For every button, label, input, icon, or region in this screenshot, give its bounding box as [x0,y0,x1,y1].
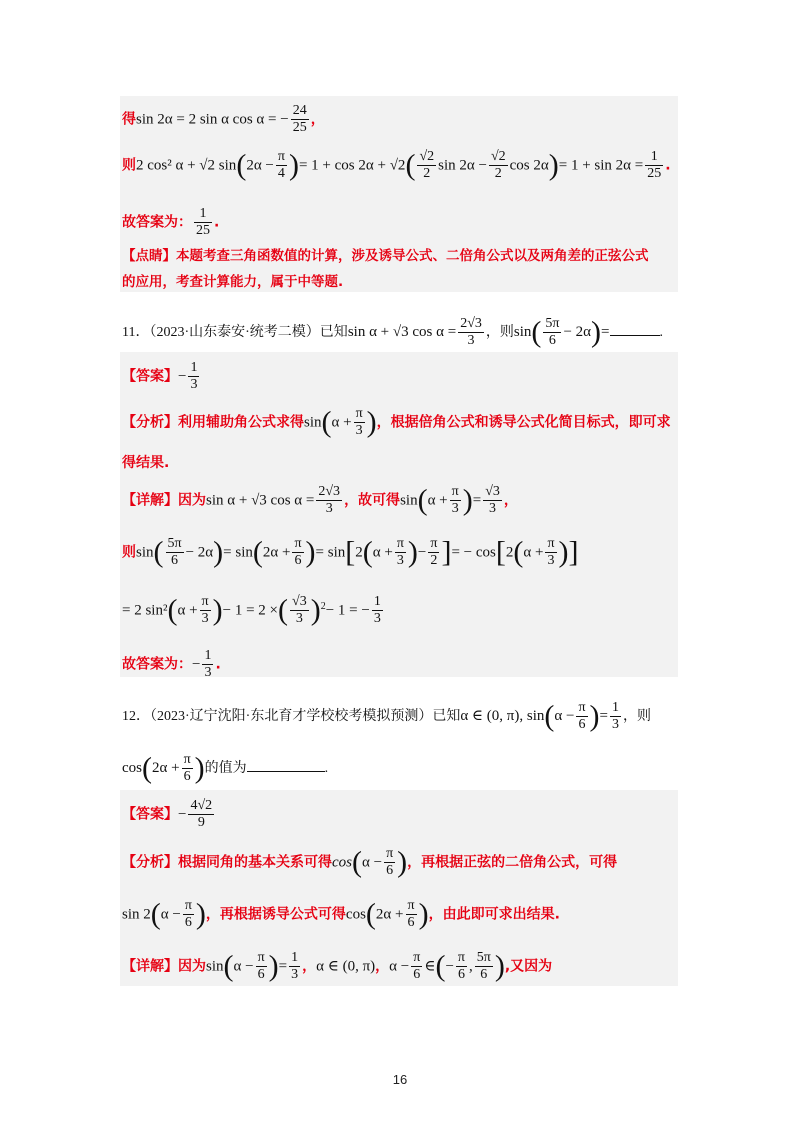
frac [428,536,439,569]
math: α − [389,958,410,975]
text: . [659,324,664,340]
text: . [214,214,220,231]
text: 故答案为： [122,656,192,673]
math: sin 2 [122,906,151,923]
frac [202,648,213,681]
text: . [665,157,671,174]
text: ， [310,111,325,128]
math: − 1 = − [325,602,370,619]
text: 【分析】利用辅助角公式求得 [122,414,304,431]
paren: ( [435,949,446,983]
frac [406,898,417,931]
math: sin [136,544,154,561]
math: α − [160,906,181,923]
paren: ( [153,535,164,569]
den: 9 [197,815,205,831]
den: 3 [295,611,303,627]
math: sin α + √3 cos α = [206,492,315,509]
paren: ( [278,593,289,627]
paren: ) [366,405,377,439]
text: . [215,656,221,673]
frac [188,360,199,393]
den: 2 [430,553,438,569]
question-source: （2023·辽宁沈阳·东北育才学校校考模拟预测）已知 [150,708,461,724]
page-number: 16 [392,1072,408,1087]
paren: ( [321,405,332,439]
answer-blank [610,323,660,336]
frac [372,594,383,627]
frac [182,752,193,785]
math: α ∈ (0, π), sin [460,707,545,724]
num: 1 [645,149,663,166]
den: 6 [294,553,302,569]
den: 6 [184,915,192,931]
math: − [178,806,187,823]
num: π [256,950,267,967]
frac [183,898,194,931]
paren: ) [494,949,505,983]
math: 2α + [375,906,404,923]
num: 4√2 [188,798,214,815]
math: sin 2α = 2 sin α cos α = − [136,111,289,128]
block1-line2 [122,149,671,182]
text: 则 [122,544,136,561]
num: √3 [483,484,502,501]
paren: ( [362,535,373,569]
text: 【分析】根据同角的基本关系可得 [122,854,332,871]
block3-analysis-2 [122,898,560,931]
den: 4 [277,166,285,182]
num: 1 [188,360,199,377]
frac [354,406,365,439]
math: − 1 = 2 × [222,602,279,619]
math: α + [331,414,352,431]
den: 6 [578,717,586,733]
math: α + [177,602,198,619]
math: sin 2α − [438,157,487,174]
den: 25 [196,223,210,239]
text: ，根据倍角公式和诱导公式化简目标式，即可求 [376,414,671,431]
math: = [601,323,610,340]
text: 故答案为： [122,214,192,231]
den: 3 [325,501,333,517]
text: ，再根据诱导公式可得 [205,906,346,923]
paren: ) [462,483,473,517]
paren: ( [252,535,263,569]
block3-answer [122,798,216,831]
paren: ) [268,949,279,983]
block1-comment-1: 【点睛】本题考查三角函数值的计算，涉及诱导公式、二倍角公式以及两角差的正弦公式 [122,248,649,264]
num: 5π [475,950,493,967]
math: α − [362,854,383,871]
math: = [278,958,288,975]
num: π [406,898,417,915]
bracket: ] [441,535,452,569]
exponent: 2 [320,600,326,612]
question-12-line1 [122,700,651,733]
math: 2α + [152,759,180,776]
paren: ) [418,897,429,931]
math: α + [372,544,393,561]
den: 3 [204,665,212,681]
den: 3 [201,611,209,627]
paren: ) [213,535,224,569]
frac [543,316,561,349]
text: ， [375,958,390,975]
math: cos [345,906,366,923]
paren: ( [531,315,542,349]
num: 1 [202,648,213,665]
math: = sin [315,544,346,561]
math: = [599,707,608,724]
paren: ) [397,845,408,879]
frac [645,149,663,182]
den: 6 [548,333,556,349]
frac [483,484,502,517]
paren: ) [212,593,223,627]
paren: ( [365,897,376,931]
paren: ) [195,897,206,931]
den: 3 [291,967,299,983]
num: π [354,406,365,423]
math: = 1 + cos 2α + √2 [298,157,406,174]
question-number: 12． [122,708,150,724]
frac [292,536,303,569]
text: ，由此即可求出结果. [428,906,560,923]
question-11 [122,316,663,349]
text: 则 [122,157,136,174]
den: 6 [413,967,421,983]
num: π [428,536,439,553]
paren: ) [288,148,299,182]
math: 2 [355,544,363,561]
text: ，则 [622,708,651,724]
den: 2 [494,166,502,182]
math: cos 2α [509,157,549,174]
paren: ( [223,949,234,983]
den: 25 [647,166,662,182]
num: 24 [291,103,309,120]
frac [475,950,493,983]
block1-line3 [122,206,219,239]
paren: ) [589,699,600,733]
num: √3 [290,594,309,611]
den: 3 [547,553,555,569]
num: π [545,536,556,553]
math: cos [332,854,352,871]
text: 得 [122,111,136,128]
den: 6 [386,863,394,879]
frac [450,484,461,517]
paren: ) [548,148,559,182]
math: α − [554,707,575,724]
text: 【详解】因为 [122,492,206,509]
frac [545,536,556,569]
math: α + [523,544,544,561]
num: 5π [166,536,184,553]
num: π [576,700,587,717]
den: 3 [451,501,459,517]
question-12-line2 [122,752,328,785]
math: 2 [505,544,514,561]
math: 2α + [262,544,291,561]
den: 6 [457,967,465,983]
num: π [395,536,406,553]
math: = sin [223,544,253,561]
num: π [200,594,211,611]
den: 3 [355,423,363,439]
paren: ( [150,897,161,931]
den: 3 [373,611,381,627]
frac [576,700,587,733]
text: 【详解】因为 [122,958,206,975]
math: α − [233,958,254,975]
math: , [468,958,473,975]
text: ,又因为 [504,958,553,975]
question-number: 11． [122,324,150,340]
den: 6 [407,915,415,931]
num: π [450,484,461,501]
den: 3 [190,377,198,393]
frac [417,149,436,182]
num: 5π [543,316,561,333]
den: 6 [257,967,265,983]
num: 1 [289,950,300,967]
frac [291,103,309,136]
num: 1 [610,700,621,717]
text: ，再根据正弦的二倍角公式，可得 [407,854,618,871]
frac [384,846,395,879]
frac [411,950,422,983]
frac [489,149,508,182]
frac [200,594,211,627]
num: π [384,846,395,863]
den: 2 [423,166,431,182]
num: π [182,752,193,769]
math: − [178,368,187,385]
math: sin α + √3 cos α = [347,323,457,340]
answer-blank [247,759,325,772]
num: 2√3 [316,484,342,501]
paren: ( [513,535,524,569]
den: 6 [171,553,179,569]
num: √2 [417,149,436,166]
bracket: [ [495,535,506,569]
math: = − cos [451,544,496,561]
math: − [445,958,454,975]
frac [395,536,406,569]
den: 25 [292,120,307,136]
math: − 2α [563,323,592,340]
num: 2√3 [458,316,484,333]
paren: ) [194,751,205,785]
frac [290,594,309,627]
math: α + [427,492,448,509]
frac [610,700,621,733]
paren: ) [305,535,316,569]
block2-final [122,648,221,681]
paren: ) [407,535,418,569]
label: 【答案】 [122,368,178,385]
block2-analysis-1 [122,406,671,439]
block1-line1 [122,103,325,136]
math: − 2α [185,544,214,561]
label: 【答案】 [122,806,178,823]
paren: ( [142,751,152,785]
block2-detail-2 [122,536,579,569]
den: 3 [467,333,475,349]
math: α ∈ (0, π) [316,958,376,975]
math: cos [122,759,142,776]
frac [316,484,342,517]
frac [188,798,214,831]
frac [194,206,212,239]
den: 3 [611,717,619,733]
block2-detail-3 [122,594,385,627]
den: 3 [396,553,404,569]
block2-analysis-2: 得结果. [122,455,170,471]
math: sin [206,958,224,975]
question-source: （2023·山东泰安·统考二模）已知 [149,324,348,340]
math: = 2 sin² [122,602,168,619]
text: . [324,760,329,776]
bracket: [ [345,535,356,569]
math: = 1 + sin 2α = [558,157,644,174]
math: sin [400,492,418,509]
math: ∈ [424,958,436,975]
num: π [292,536,303,553]
math: − [417,544,427,561]
den: 3 [489,501,497,517]
paren: ( [417,483,428,517]
paren: ( [544,699,555,733]
text: ，则 [485,324,514,340]
text: ， [503,492,518,509]
frac [256,950,267,983]
num: π [276,149,287,166]
text: 的值为 [204,760,247,776]
den: 6 [480,967,488,983]
num: π [183,898,194,915]
block3-detail-1 [122,950,552,983]
math: 2 cos² α + √2 sin [136,157,237,174]
paren: ) [310,593,321,627]
math: sin [304,414,322,431]
num: π [456,950,467,967]
paren: ) [558,535,569,569]
math: 2α − [246,157,274,174]
block2-answer [122,360,201,393]
frac [458,316,484,349]
bracket: ] [568,535,579,569]
frac [276,149,287,182]
math: − [192,656,201,673]
block1-comment-2: 的应用，考查计算能力，属于中等题. [122,274,344,290]
frac [289,950,300,983]
paren: ) [591,315,602,349]
text: ，故可得 [344,492,401,509]
frac [456,950,467,983]
paren: ( [352,845,362,879]
paren: ( [405,148,416,182]
text: ， [302,958,317,975]
block2-detail-1 [122,484,518,517]
num: 1 [372,594,383,611]
block3-analysis-1 [122,846,617,879]
paren: ( [167,593,178,627]
num: π [411,950,422,967]
num: 1 [194,206,212,223]
math: = [472,492,482,509]
num: √2 [489,149,508,166]
den: 6 [183,769,191,785]
math: sin [513,323,532,340]
frac [166,536,184,569]
paren: ( [236,148,247,182]
